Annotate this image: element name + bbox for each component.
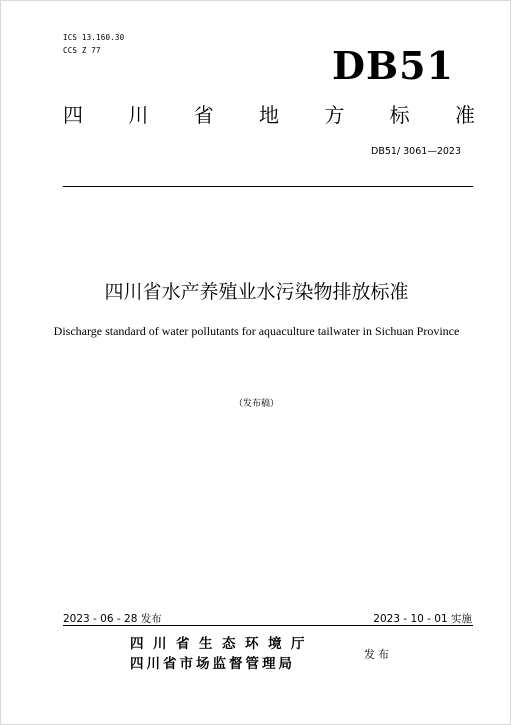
issuer-market-regulation-bureau: 四川省市场监督管理局 xyxy=(130,656,295,672)
title-chinese: 四川省水产养殖业水污染物排放标准 xyxy=(104,281,409,303)
db-mark: DB51 xyxy=(332,43,454,88)
issuers xyxy=(130,634,314,674)
header-divider xyxy=(63,186,473,187)
standard-type-char: 川 xyxy=(128,103,149,127)
issue-word: 发布 xyxy=(364,648,392,661)
standard-type-char: 方 xyxy=(324,103,345,127)
ics-code: ICS 13.160.30 xyxy=(63,33,125,42)
publish-date: 2023 - 06 - 28 发布 xyxy=(63,613,162,625)
standard-type-char: 省 xyxy=(193,103,214,127)
standard-type-char: 标 xyxy=(389,103,410,127)
standard-type-char: 四 xyxy=(63,103,83,127)
ccs-code: CCS Z 77 xyxy=(63,46,101,55)
standard-type-char: 准 xyxy=(454,103,475,127)
draft-status: （发布稿） xyxy=(233,399,279,409)
standard-number: DB51/ 3061—2023 xyxy=(371,146,461,157)
title-english: Discharge standard of water pollutants for aquaculture tailwater in Sichuan Province xyxy=(53,324,460,338)
standard-type-char: 地 xyxy=(258,103,279,127)
implement-date: 2023 - 10 - 01 实施 xyxy=(373,613,472,625)
footer-divider xyxy=(63,625,473,626)
issuer-ecology-department: 四川省生态环境厅 xyxy=(130,636,314,652)
standard-type xyxy=(63,105,475,125)
